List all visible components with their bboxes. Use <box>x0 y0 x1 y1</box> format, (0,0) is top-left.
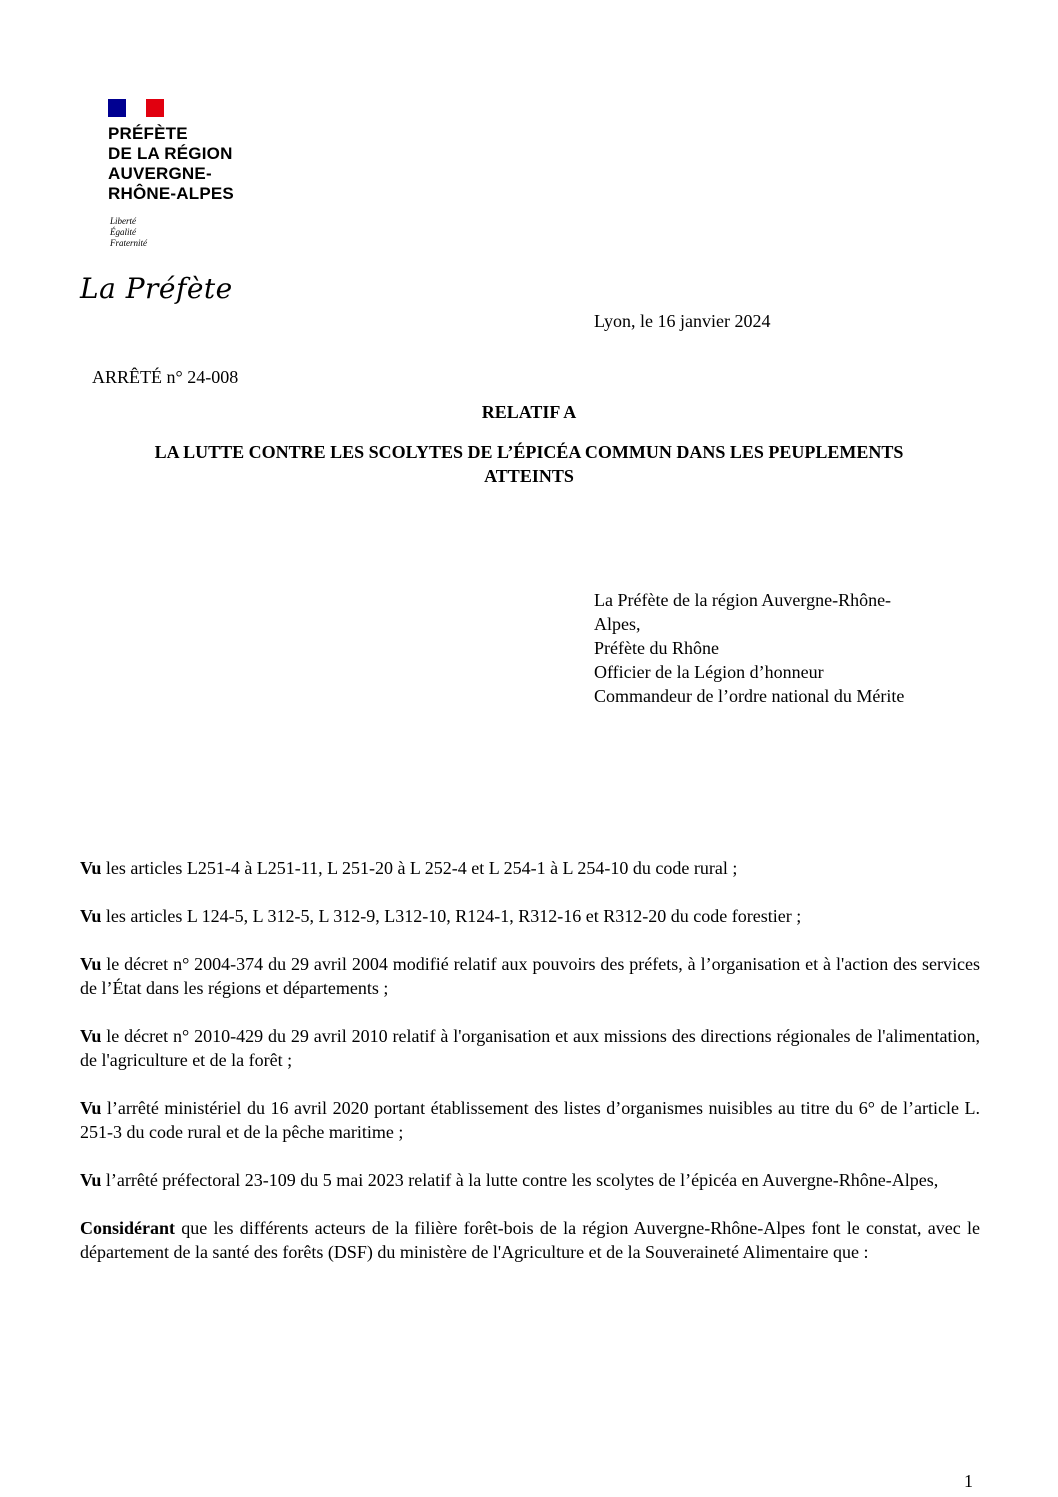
page-number: 1 <box>964 1471 973 1491</box>
signature-heading: La Préfète <box>80 272 233 305</box>
motto-line: Liberté <box>110 216 136 226</box>
french-flag-logo <box>108 99 164 117</box>
visa-paragraph <box>80 856 980 880</box>
visa-text: les articles L 124-5, L 312-5, L 312-9, L312-10, R124-1, R312-16 et R312-20 du code forestier ; <box>101 906 802 926</box>
visa-lead: Vu <box>80 906 102 926</box>
authority-line: La Préfète de la région Auvergne-Rhône- <box>594 590 892 610</box>
authority-line: Officier de la Légion d’honneur <box>594 662 824 682</box>
flag-white-band <box>126 99 146 117</box>
authority-line: Commandeur de l’ordre national du Mérite <box>594 686 905 706</box>
visa-paragraph <box>80 1168 980 1192</box>
relatif-heading: RELATIF A <box>481 402 577 422</box>
prefecture-name-line: RHÔNE-ALPES <box>108 184 234 203</box>
prefecture-name-block <box>108 124 234 204</box>
document-title: LA LUTTE CONTRE LES SCOLYTES DE L’ÉPICÉA COMMUN DANS LES PEUPLEMENTS ATTEINTS <box>154 442 904 486</box>
visa-text: l’arrêté préfectoral 23-109 du 5 mai 2023 relatif à la lutte contre les scolytes de l’épicéa en Auvergne-Rhône-Alpes, <box>101 1170 939 1190</box>
prefecture-name-line: AUVERGNE- <box>108 164 212 183</box>
visa-paragraph <box>80 1024 980 1072</box>
visa-lead: Vu <box>80 858 102 878</box>
flag-red-band <box>146 99 164 117</box>
motto-line: Fraternité <box>110 238 147 248</box>
republic-motto <box>110 216 147 249</box>
document-date: Lyon, le 16 janvier 2024 <box>594 311 771 331</box>
visa-lead: Vu <box>80 1098 102 1118</box>
visas-section <box>80 856 980 1264</box>
visa-text: le décret n° 2010-429 du 29 avril 2010 relatif à l'organisation et aux missions des directions régionales de l'alimentation, de l'agriculture et de la forêt ; <box>80 1026 980 1070</box>
authority-line: Alpes, <box>594 614 641 634</box>
visa-lead: Vu <box>80 1170 102 1190</box>
considerant-text: que les différents acteurs de la filière forêt-bois de la région Auvergne-Rhône-Alpes font le constat, avec le département de la santé des forêts (DSF) du ministère de l'Agriculture et de la Souveraineté Alimentaire que : <box>80 1218 980 1262</box>
arrete-number: ARRÊTÉ n° 24-008 <box>92 367 239 387</box>
prefecture-name-line: PRÉFÈTE <box>108 124 188 143</box>
visa-lead: Vu <box>80 1026 102 1046</box>
authority-line: Préfète du Rhône <box>594 638 719 658</box>
prefecture-name-line: DE LA RÉGION <box>108 144 233 163</box>
motto-line: Égalité <box>110 227 136 237</box>
visa-text: les articles L251-4 à L251-11, L 251-20 à L 252-4 et L 254-1 à L 254-10 du code rural ; <box>101 858 738 878</box>
authority-block <box>594 588 974 708</box>
considerant-lead: Considérant <box>80 1218 176 1238</box>
visa-text: l’arrêté ministériel du 16 avril 2020 portant établissement des listes d’organismes nuisibles au titre du 6° de l’article L. 251-3 du code rural et de la pêche maritime ; <box>80 1098 980 1142</box>
visa-paragraph <box>80 952 980 1000</box>
visa-paragraph <box>80 1096 980 1144</box>
visa-text: le décret n° 2004-374 du 29 avril 2004 modifié relatif aux pouvoirs des préfets, à l’organisation et à l'action des services de l’État dans les régions et départements ; <box>80 954 980 998</box>
visa-paragraph <box>80 904 980 928</box>
visa-lead: Vu <box>80 954 102 974</box>
flag-blue-band <box>108 99 126 117</box>
considerant-paragraph <box>80 1216 980 1264</box>
